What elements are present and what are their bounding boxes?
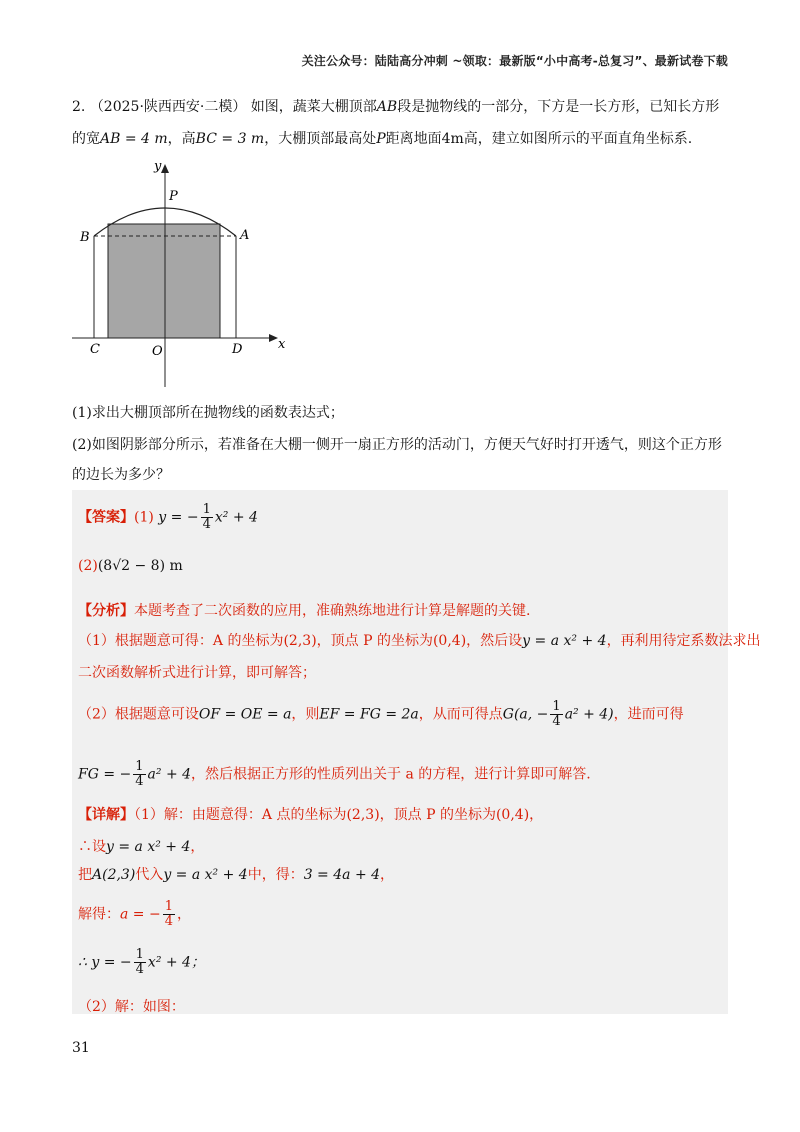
analysis-step-3 bbox=[78, 760, 591, 789]
fraction bbox=[163, 900, 175, 929]
analysis-text: ，再利用待定系数法求出 bbox=[606, 633, 761, 649]
detail-line-4 bbox=[78, 900, 191, 929]
detail-line-1 bbox=[78, 804, 543, 824]
math-p: P bbox=[376, 131, 386, 147]
analysis-tag: 【分析】 bbox=[78, 603, 134, 619]
sub-question-1: (1)求出大棚顶部所在抛物线的函数表达式； bbox=[72, 405, 344, 421]
analysis-text: （2）根据题意可设 bbox=[78, 706, 199, 723]
math-ab-len: AB = 4 m bbox=[100, 131, 168, 147]
fraction bbox=[133, 760, 145, 789]
answer-2-expr: (8√2 − 8) m bbox=[97, 558, 183, 574]
sub-question-2-line-1: (2)如图阴影部分所示，若准备在大棚一侧开一扇正方形的活动门，方便天气好时打开透气，则这个正方形 bbox=[72, 437, 722, 453]
analysis-text: （1）根据题意可得：A 的坐标为(2,3)，顶点 P 的坐标为(0,4)，然后设 bbox=[78, 633, 523, 649]
analysis-step-2 bbox=[78, 700, 684, 729]
fraction bbox=[550, 700, 562, 729]
analysis-text: ，进而可得 bbox=[613, 706, 684, 723]
detail-line-5 bbox=[78, 948, 205, 977]
analysis-expr: OF = OE = a bbox=[198, 706, 292, 723]
label-a: A bbox=[240, 228, 250, 243]
label-p: P bbox=[169, 189, 178, 204]
detail-text: ， bbox=[380, 867, 395, 883]
y-axis-arrow bbox=[161, 164, 169, 173]
analysis-expr: a² + 4) bbox=[564, 706, 614, 723]
detail-line-6: （2）解：如图： bbox=[78, 999, 185, 1015]
fraction-den: 4 bbox=[202, 517, 211, 532]
detail-text: ∴设 bbox=[78, 839, 106, 855]
math-bc-len: BC = 3 m bbox=[195, 131, 265, 147]
detail-text: ， bbox=[177, 906, 191, 923]
analysis-expr: EF = FG = 2a bbox=[319, 706, 419, 723]
detail-text: 解得： bbox=[78, 906, 120, 923]
detail-expr: A(2,3) bbox=[92, 867, 136, 883]
x-axis-label: x bbox=[278, 337, 286, 352]
parabola-greenhouse-figure bbox=[66, 150, 296, 395]
analysis-text: ，然后根据正方形的性质列出关于 a 的方程，进行计算即可解答. bbox=[191, 766, 591, 783]
answer-tag: 【答案】 bbox=[78, 509, 134, 526]
detail-expr: x² + 4； bbox=[147, 954, 205, 971]
fraction-num: 1 bbox=[164, 899, 173, 914]
math-ab: AB bbox=[376, 99, 398, 115]
question-source: （2025·陕西西安·二模） bbox=[89, 99, 247, 115]
fraction-num: 1 bbox=[135, 947, 144, 962]
analysis-text: 本题考查了二次函数的应用，准确熟练地进行计算是解题的关键. bbox=[134, 603, 531, 619]
fraction bbox=[134, 948, 146, 977]
detail-text: 把 bbox=[78, 867, 92, 883]
detail-expr: y = a x² + 4 bbox=[163, 867, 248, 883]
question-text: 段是抛物线的一部分，下方是一长方形，已知长方形 bbox=[397, 99, 720, 115]
label-d: D bbox=[232, 342, 243, 357]
fraction-den: 4 bbox=[552, 714, 561, 729]
page-header: 关注公众号：陆陆高分冲刺 ~领取：最新版“小中高考-总复习”、最新试卷下载 bbox=[301, 54, 728, 68]
detail-text: ， bbox=[190, 839, 205, 855]
label-c: C bbox=[90, 342, 100, 357]
analysis-text: ，则 bbox=[291, 706, 320, 723]
fraction-den: 4 bbox=[164, 914, 173, 929]
fraction-den: 4 bbox=[135, 774, 144, 789]
analysis-expr: y = a x² + 4 bbox=[522, 633, 607, 649]
analysis-intro bbox=[78, 600, 530, 620]
question-text: 如图，蔬菜大棚顶部 bbox=[250, 99, 377, 115]
fraction-num: 1 bbox=[135, 759, 144, 774]
analysis-expr: FG = − bbox=[78, 766, 132, 783]
question-line-1 bbox=[72, 96, 719, 116]
detail-tag: 【详解】 bbox=[78, 807, 134, 823]
analysis-step-1-cont: 二次函数解析式进行计算，即可解答； bbox=[78, 665, 316, 681]
detail-expr: a = − bbox=[120, 906, 161, 923]
x-axis-arrow bbox=[269, 334, 278, 342]
fraction bbox=[201, 503, 213, 532]
label-o: O bbox=[152, 344, 163, 359]
answer-line-2 bbox=[78, 558, 183, 574]
answer-1-expr: y = − bbox=[158, 509, 199, 526]
answer-1-prefix: (1) bbox=[134, 509, 154, 526]
question-text: ，高 bbox=[167, 131, 196, 147]
y-axis-label: y bbox=[154, 159, 162, 174]
detail-line-3 bbox=[78, 864, 394, 884]
detail-expr: ∴ y = − bbox=[78, 954, 132, 971]
label-b: B bbox=[80, 230, 90, 245]
detail-expr: 3 = 4a + 4 bbox=[303, 867, 381, 883]
answer-line-1 bbox=[78, 503, 258, 532]
analysis-expr: a² + 4 bbox=[147, 766, 192, 783]
fraction-den: 4 bbox=[135, 962, 144, 977]
question-text: 的宽 bbox=[72, 131, 100, 147]
sub-question-2-line-2: 的边长为多少？ bbox=[72, 467, 170, 483]
analysis-step-1 bbox=[78, 630, 761, 650]
question-text: 距离地面4m高，建立如图所示的平面直角坐标系. bbox=[385, 131, 693, 147]
analysis-expr: G(a, − bbox=[502, 706, 549, 723]
fraction-num: 1 bbox=[552, 699, 561, 714]
detail-text: 中，得： bbox=[247, 867, 304, 883]
fraction-num: 1 bbox=[202, 502, 211, 517]
detail-expr: y = a x² + 4 bbox=[106, 839, 191, 855]
shaded-square bbox=[108, 224, 220, 338]
detail-line-2 bbox=[78, 836, 204, 856]
analysis-text: ，从而可得点 bbox=[418, 706, 503, 723]
answer-1-expr-post: x² + 4 bbox=[214, 509, 258, 526]
detail-text: （1）解：由题意得：A 点的坐标为(2,3)，顶点 P 的坐标为(0,4)， bbox=[134, 807, 544, 823]
answer-2-prefix: (2) bbox=[78, 558, 98, 574]
page-number: 31 bbox=[72, 1040, 90, 1056]
detail-text: 代入 bbox=[135, 867, 164, 883]
question-line-2 bbox=[72, 128, 692, 148]
question-text: ，大棚顶部最高处 bbox=[264, 131, 377, 147]
question-number: 2. bbox=[72, 99, 86, 115]
